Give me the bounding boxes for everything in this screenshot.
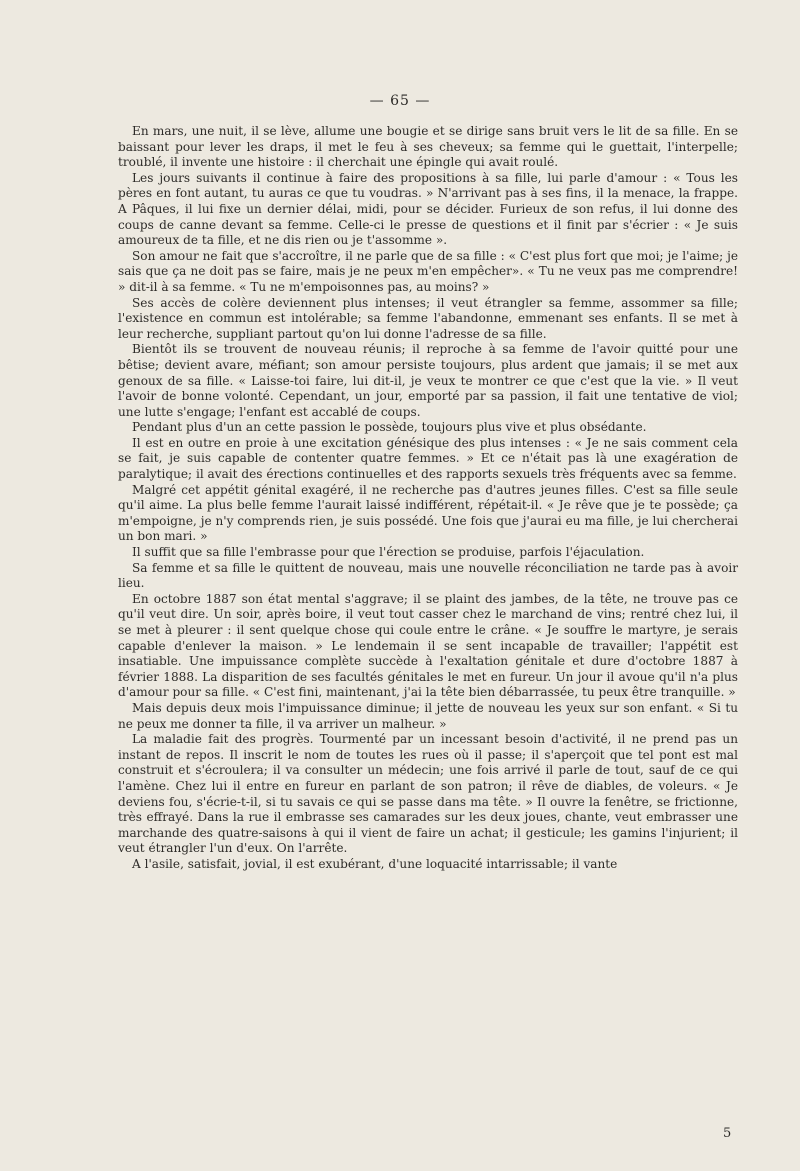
paragraph: Malgré cet appétit génital exagéré, il ne recherche pas d'autres jeunes filles. C'est sa fille seule qu'il aime. La plus belle femme l'aurait laissé indifférent, répétait-il. « Je rêve que je te possède; ça m'empoigne, je n'y comprends rien, je suis possédé. Une fois que j'aurai eu ma fille, je lui chercherai un bon mari. » [118,482,738,544]
paragraph: Il est en outre en proie à une excitation génésique des plus intenses : « Je ne sais comment cela se fait, je suis capable de contenter quatre femmes. » Et ce n'était pas là une exagération de paralytique; il avait des érections continuelles et des rapports sexuels très fréquents avec sa femme. [118,435,738,482]
paragraph: A l'asile, satisfait, jovial, il est exubérant, d'une loquacité intarrissable; il vante [132,856,618,871]
paragraph: La maladie fait des progrès. Tourmenté par un incessant besoin d'activité, il ne prend pas un instant de repos. Il inscrit le nom de toutes les rues où il passe; il s'aperçoit que tel pont est mal construit et s'écroulera; il va consulter un médecin; une fois arrivé il parle de tout, sauf de ce qui l'amène. Chez lui il entre en fureur en parlant de son patron; il rêve de diables, de voleurs. « Je deviens fou, s'écrie-t-il, si tu savais ce qui se passe dans ma tête. » Il ouvre la fenêtre, se frictionne, très effrayé. Dans la rue il embrasse ses camarades sur les deux joues, chante, veut embrasser une marchande des quatre-saisons à qui il vient de faire un achat; il gesticule; les gamins l'injurient; il veut étrangler l'un d'eux. On l'arrête. [118,732,738,856]
page-number: — 65 — [369,93,431,109]
paragraph: Les jours suivants il continue à faire des propositions à sa fille, lui parle d'amour : « Tous les pères en font autant, tu auras ce que tu voudras. » N'arrivant pas à ses fins, il la menace, la frappe. A Pâques, il lui fixe un dernier délai, midi, pour se décider. Furieux de son refus, il lui donne des coups de canne devant sa femme. Celle-ci le presse de questions et il finit par s'écrier : « Je suis amoureux de ta fille, et ne dis rien ou je t'assomme ». [118,170,738,248]
paragraph: Il suffit que sa fille l'embrasse pour que l'érection se produise, parfois l'éjaculation. [132,545,645,560]
text-body [118,124,738,873]
signature-mark: 5 [723,1126,732,1141]
paragraph: Ses accès de colère deviennent plus intenses; il veut étrangler sa femme, assommer sa fille; l'existence en commun est intolérable; sa femme l'abandonne, emmenant ses enfants. Il se met à leur recherche, suppliant partout qu'on lui donne l'adresse de sa fille. [118,295,738,341]
paragraph: En mars, une nuit, il se lève, allume une bougie et se dirige sans bruit vers le lit de sa fille. En se baissant pour lever les draps, il met le feu à ses cheveux; sa femme qui le guettait, l'interpelle; troublé, il invente une histoire : il cherchait une épingle qui avait roulé. [118,124,738,170]
paragraph: En octobre 1887 son état mental s'aggrave; il se plaint des jambes, de la tête, ne trouve pas ce qu'il veut dire. Un soir, après boire, il veut tout casser chez le marchand de vins; rentré chez lui, il se met à pleurer : il sent quelque chose qui coule entre le crâne. « Je souffre le martyre, je serais capable d'enlever la maison. » Le lendemain il se sent incapable de travailler; l'appétit est insatiable. Une impuissance complète succède à l'exaltation génitale et dure d'octobre 1887 à février 1888. La disparition de ses facultés génitales le met en fureur. Un jour il avoue qu'il n'a plus d'amour pour sa fille. « C'est fini, maintenant, j'ai la tête bien débarrassée, tu peux être tranquille. » [118,591,738,700]
paragraph: Sa femme et sa fille le quittent de nouveau, mais une nouvelle réconciliation ne tarde pas à avoir lieu. [118,560,738,591]
paragraph: Pendant plus d'un an cette passion le possède, toujours plus vive et plus obsédante. [132,420,647,435]
paragraph: Bientôt ils se trouvent de nouveau réunis; il reproche à sa femme de l'avoir quitté pour une bêtise; devient avare, méfiant; son amour persiste toujours, plus ardent que jamais; il se met aux genoux de sa fille. « Laisse-toi faire, lui dit-il, je veux te montrer ce que c'est que la vie. » Il veut l'avoir de bonne volonté. Cependant, un jour, emporté par sa passion, il fait une tentative de viol; une lutte s'engage; l'enfant est accablé de coups. [118,342,738,419]
paragraph: Son amour ne fait que s'accroître, il ne parle que de sa fille : « C'est plus fort que moi; je l'aime; je sais que ça ne doit pas se faire, mais je ne peux m'en empêcher». « Tu ne veux pas me comprendre! » dit-il à sa femme. « Tu ne m'empoisonnes pas, au moins? » [118,248,738,294]
paragraph: Mais depuis deux mois l'impuissance diminue; il jette de nouveau les yeux sur son enfant. « Si tu ne peux me donner ta fille, il va arriver un malheur. » [118,700,738,731]
